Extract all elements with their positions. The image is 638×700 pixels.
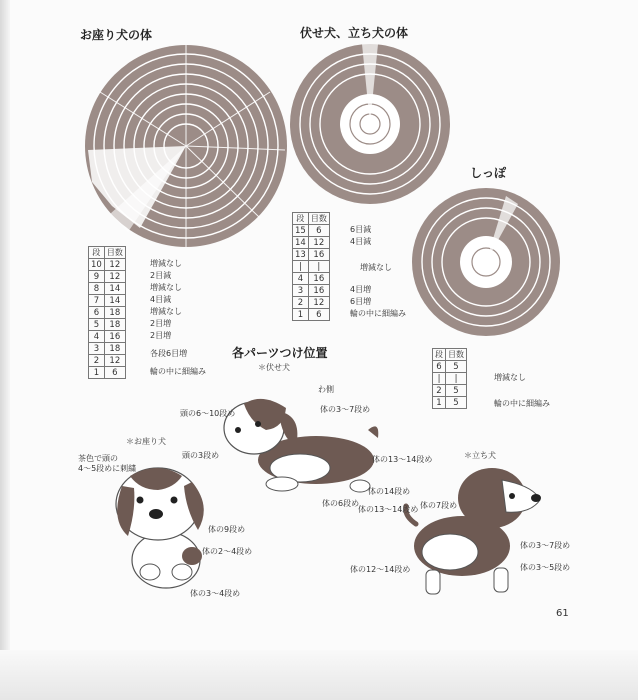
- group-note: 増減なし: [494, 373, 526, 382]
- table-row: 1 6: [89, 367, 126, 379]
- heading-parts-position: 各パーツつけ位置: [232, 346, 328, 360]
- heading-lying-standing-body: 伏せ犬、立ち犬の体: [300, 26, 409, 40]
- group-note: 増減なし: [360, 263, 392, 272]
- row-note: 2目減: [150, 271, 172, 280]
- label-standing-body12-14: 体の12～14段め: [350, 565, 411, 574]
- heading-sitting-body: お座り犬の体: [80, 28, 153, 42]
- tail-diagram: [412, 188, 560, 336]
- table-row: 10 12: [89, 259, 126, 271]
- label-lying-dog: ＊伏せ犬: [258, 363, 290, 372]
- table-row: 3 18: [89, 343, 126, 355]
- label-standing-body3-7: 体の3～7段め: [520, 541, 571, 550]
- row-note: 4目増: [350, 285, 372, 294]
- label-sitting-body3-4: 体の3～4段め: [190, 589, 241, 598]
- row-note: 4目減: [350, 237, 372, 246]
- label-lying-head6-10: 頭の6～10段め: [180, 409, 236, 418]
- table-row: 3 16: [293, 285, 330, 297]
- row-note: 増減なし: [150, 283, 182, 292]
- row-note: 2目増: [150, 319, 172, 328]
- heading-tail: しっぽ: [470, 166, 507, 180]
- table-row: 5 18: [89, 319, 126, 331]
- label-standing-dog: ＊立ち犬: [464, 451, 496, 460]
- row-note: 輪の中に細編み: [150, 367, 206, 376]
- row-note: 増減なし: [150, 307, 182, 316]
- label-lying-body14: 体の14段め: [368, 487, 411, 496]
- row-note: 増減なし: [150, 259, 182, 268]
- sitting-dog-illustration: [116, 468, 204, 588]
- label-lying-body6: 体の6段め: [322, 499, 360, 508]
- table-row: 4 16: [89, 331, 126, 343]
- table-row: 2 5: [433, 385, 467, 397]
- table-row: 13 16: [293, 249, 330, 261]
- table-row: 7 14: [89, 295, 126, 307]
- table-row: | |: [433, 373, 467, 385]
- label-lying-w-side: わ側: [318, 385, 334, 394]
- row-note: 4目減: [150, 295, 172, 304]
- label-sitting-embroidery: 茶色で頭の 4～5段めに刺繍: [78, 454, 137, 473]
- row-note: 輪の中に細編み: [350, 309, 406, 318]
- row-note: 輪の中に細編み: [494, 399, 550, 408]
- table-row: 4 16: [293, 273, 330, 285]
- table-row: 15 6: [293, 225, 330, 237]
- table-row: 2 12: [293, 297, 330, 309]
- row-note: 6目減: [350, 225, 372, 234]
- table-row: 14 12: [293, 237, 330, 249]
- page-number: 61: [556, 608, 569, 619]
- label-lying-body13-14: 体の13～14段め: [372, 455, 433, 464]
- row-note: 2目増: [150, 331, 172, 340]
- table-row: 8 14: [89, 283, 126, 295]
- col-header-count: 目数: [104, 247, 125, 259]
- label-standing-body3-5: 体の3～5段め: [520, 563, 571, 572]
- table-row: 2 12: [89, 355, 126, 367]
- label-sitting-head-row: 頭の3段め: [182, 451, 220, 460]
- row-note: 6目増: [350, 297, 372, 306]
- label-sitting-body2-4: 体の2～4段め: [202, 547, 253, 556]
- label-sitting-dog: ＊お座り犬: [126, 437, 166, 446]
- table-row: 6 18: [89, 307, 126, 319]
- sitting-body-row-table: [88, 246, 126, 379]
- tail-row-table: 段 目数 6 5 | | 2 5 1 5: [432, 348, 467, 409]
- col-header-row: 段: [89, 247, 105, 259]
- group-note: 各段6目増: [150, 349, 188, 358]
- table-row: 9 12: [89, 271, 126, 283]
- label-lying-body3-7: 体の3～7段め: [320, 405, 371, 414]
- label-sitting-body9: 体の9段め: [208, 525, 246, 534]
- table-row: | |: [293, 261, 330, 273]
- label-standing-body7: 体の7段め: [420, 501, 458, 510]
- table-row: 1 5: [433, 397, 467, 409]
- lying-body-diagram: [290, 44, 450, 204]
- label-standing-body13-14: 体の13～14段め: [358, 505, 419, 514]
- table-row: 6 5: [433, 361, 467, 373]
- lying-body-row-table: 段 目数 15 6 14 12 13 16 | | 4 16 3 16 2 12 1 6: [292, 212, 330, 321]
- table-row: 1 6: [293, 309, 330, 321]
- standing-dog-illustration: [406, 468, 541, 594]
- sitting-body-diagram: [85, 45, 287, 247]
